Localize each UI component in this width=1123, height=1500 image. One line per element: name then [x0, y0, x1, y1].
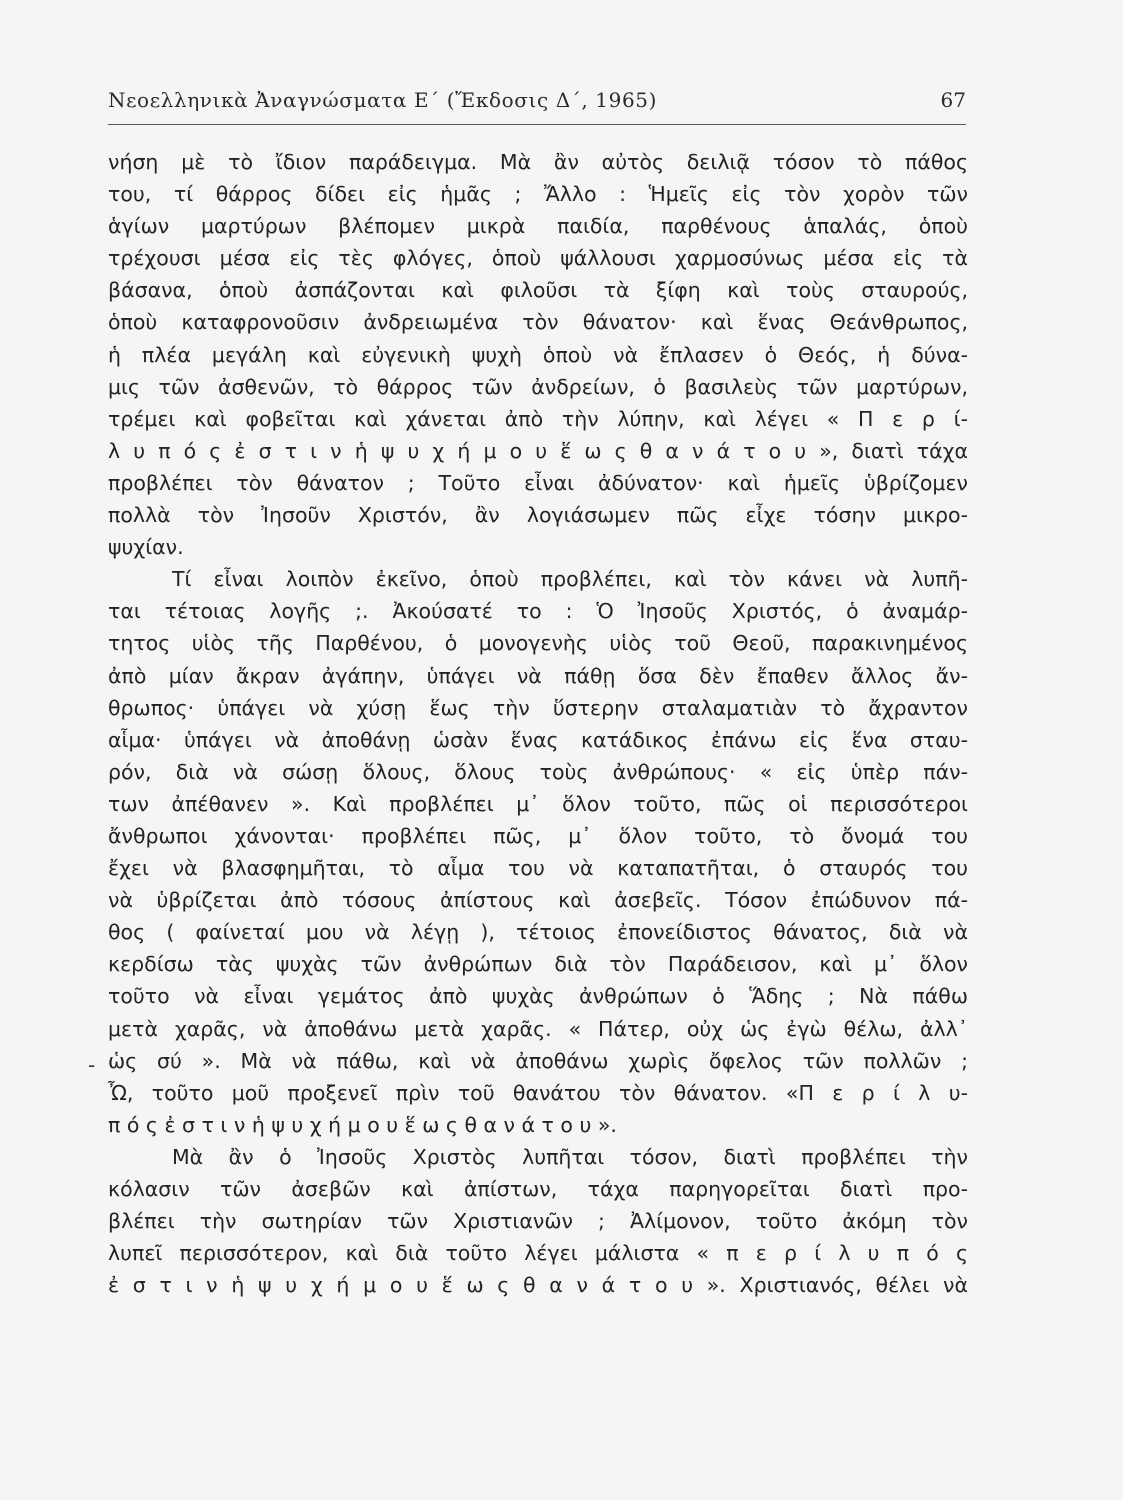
text-line: λ υ π ό ς ἐ σ τ ι ν ἡ ψ υ χ ή μ ο υ ἕ ω ς θ α ν ά τ ο υ », διατὶ τάχα	[108, 438, 968, 463]
text-line: ται τέτοιας λογῆς ;. Ἀκούσατέ το : Ὁ Ἰησοῦς Χριστός, ὁ ἀναμάρ-	[108, 599, 968, 624]
text-line: ἐ σ τ ι ν ἡ ψ υ χ ή μ ο υ ἕ ω ς θ α ν ά τ ο υ ». Χριστιανός, θέλει νὰ	[108, 1273, 968, 1298]
text-line: αἷμα· ὑπάγει νὰ ἀποθάνῃ ὡσὰν ἕνας κατάδικος ἐπάνω εἰς ἕνα σταυ-	[108, 727, 968, 752]
text-line: νήση μὲ τὸ ἴδιον παράδειγμα. Μὰ ἂν αὐτὸς δειλιᾷ τόσον τὸ πάθος	[108, 150, 968, 174]
book-title: Νεοελληνικὰ Ἀναγνώσματα Ε΄ (Ἔκδοσις Δ΄, 1965)	[108, 88, 657, 112]
text-line: των ἀπέθανεν ». Καὶ προβλέπει μ᾽ ὅλον τοῦτο, πῶς οἱ περισσότεροι	[108, 791, 968, 816]
text-line: τρέμει καὶ φοβεῖται καὶ χάνεται ἀπὸ τὴν λύπην, καὶ λέγει « Π ε ρ ί-	[108, 406, 968, 431]
text-line: τητος υἱὸς τῆς Παρθένου, ὁ μονογενὴς υἱὸς τοῦ Θεοῦ, παρακινημένος	[108, 631, 968, 656]
text-line: ἁγίων μαρτύρων βλέπομεν μικρὰ παιδία, παρθένους ἁπαλάς, ὁποὺ	[108, 214, 968, 239]
text-line: θρωπος· ὑπάγει νὰ χύσῃ ἕως τὴν ὕστερην σταλαματιὰν τὸ ἄχραντον	[108, 695, 968, 720]
text-line: Ὦ, τοῦτο μοῦ προξενεῖ πρὶν τοῦ θανάτου τὸν θάνατον. «Π ε ρ ί λ υ-	[108, 1080, 968, 1105]
text-line: θος ( φαίνεταί μου νὰ λέγῃ ), τέτοιος ἐπονείδιστος θάνατος, διὰ νὰ	[108, 920, 968, 945]
text-line: νὰ ὑβρίζεται ἀπὸ τόσους ἀπίστους καὶ ἀσεβεῖς. Τόσον ἐπώδυνον πά-	[108, 888, 968, 913]
text-line: κόλασιν τῶν ἀσεβῶν καὶ ἀπίστων, τάχα παρηγορεῖται διατὶ προ-	[108, 1177, 968, 1201]
text-line: ὁποὺ καταφρονοῦσιν ἀνδρειωμένα τὸν θάνατον· καὶ ἕνας Θεάνθρωπος,	[108, 310, 968, 335]
text-line: τρέχουσι μέσα εἰς τὲς φλόγες, ὁποὺ ψάλλουσι χαρμοσύνως μέσα εἰς τὰ	[108, 246, 968, 271]
text-line: πολλὰ τὸν Ἰησοῦν Χριστόν, ἂν λογιάσωμεν πῶς εἶχε τόσην μικρο-	[108, 503, 968, 528]
running-head	[108, 88, 966, 122]
text-line: ρόν, διὰ νὰ σώσῃ ὅλους, ὅλους τοὺς ἀνθρώπους· « εἰς ὑπὲρ πάν-	[108, 759, 968, 784]
text-line: τοῦτο νὰ εἶναι γεμάτος ἀπὸ ψυχὰς ἀνθρώπων ὁ Ἅδης ; Νὰ πάθω	[108, 984, 968, 1009]
text-line: ἀπὸ μίαν ἄκραν ἀγάπην, ὑπάγει νὰ πάθῃ ὅσα δὲν ἔπαθεν ἄλλος ἄν-	[108, 663, 968, 688]
text-line: π ό ς ἐ σ τ ι ν ἡ ψ υ χ ή μ ο υ ἕ ω ς θ α ν ά τ ο υ ».	[108, 1112, 617, 1137]
margin-mark: -	[88, 1053, 96, 1077]
text-line: Τί εἶναι λοιπὸν ἐκεῖνο, ὁποὺ προβλέπει, καὶ τὸν κάνει νὰ λυπῆ-	[172, 567, 968, 592]
text-line: προβλέπει τὸν θάνατον ; Τοῦτο εἶναι ἀδύνατον· καὶ ἡμεῖς ὑβρίζομεν	[108, 470, 968, 495]
text-line: κερδίσω τὰς ψυχὰς τῶν ἀνθρώπων διὰ τὸν Παράδεισον, καὶ μ᾽ ὅλον	[108, 952, 968, 977]
text-line: ἡ πλέα μεγάλη καὶ εὐγενικὴ ψυχὴ ὁποὺ νὰ ἔπλασεν ὁ Θεός, ἡ δύνα-	[108, 342, 968, 367]
text-line: ἔχει νὰ βλασφημῆται, τὸ αἷμα του νὰ καταπατῆται, ὁ σταυρός του	[108, 856, 968, 881]
text-line: μετὰ χαρᾶς, νὰ ἀποθάνω μετὰ χαρᾶς. « Πάτερ, οὐχ ὡς ἐγὼ θέλω, ἀλλ᾽	[108, 1016, 968, 1041]
text-line: ἄνθρωποι χάνονται· προβλέπει πῶς, μ᾽ ὅλον τοῦτο, τὸ ὄνομά του	[108, 823, 968, 848]
text-line: του, τί θάρρος δίδει εἰς ἡμᾶς ; Ἄλλο : Ἡμεῖς εἰς τὸν χορὸν τῶν	[108, 182, 968, 207]
page-number: 67	[940, 88, 966, 112]
text-line: ὡς σύ ». Μὰ νὰ πάθω, καὶ νὰ ἀποθάνω χωρὶς ὄφελος τῶν πολλῶν ;	[108, 1048, 968, 1073]
text-line: Μὰ ἂν ὁ Ἰησοῦς Χριστὸς λυπῆται τόσον, διατὶ προβλέπει τὴν	[172, 1144, 968, 1169]
text-line: λυπεῖ περισσότερον, καὶ διὰ τοῦτο λέγει μάλιστα « π ε ρ ί λ υ π ό ς	[108, 1241, 968, 1266]
text-line: μις τῶν ἀσθενῶν, τὸ θάρρος τῶν ἀνδρείων, ὁ βασιλεὺς τῶν μαρτύρων,	[108, 374, 968, 399]
text-line: ψυχίαν.	[108, 535, 184, 560]
text-line: βάσανα, ὁποὺ ἀσπάζονται καὶ φιλοῦσι τὰ ξίφη καὶ τοὺς σταυρούς,	[108, 278, 968, 303]
text-line: βλέπει τὴν σωτηρίαν τῶν Χριστιανῶν ; Ἀλίμονον, τοῦτο ἀκόμη τὸν	[108, 1209, 968, 1234]
header-rule	[108, 124, 966, 125]
text-body	[108, 146, 968, 1301]
